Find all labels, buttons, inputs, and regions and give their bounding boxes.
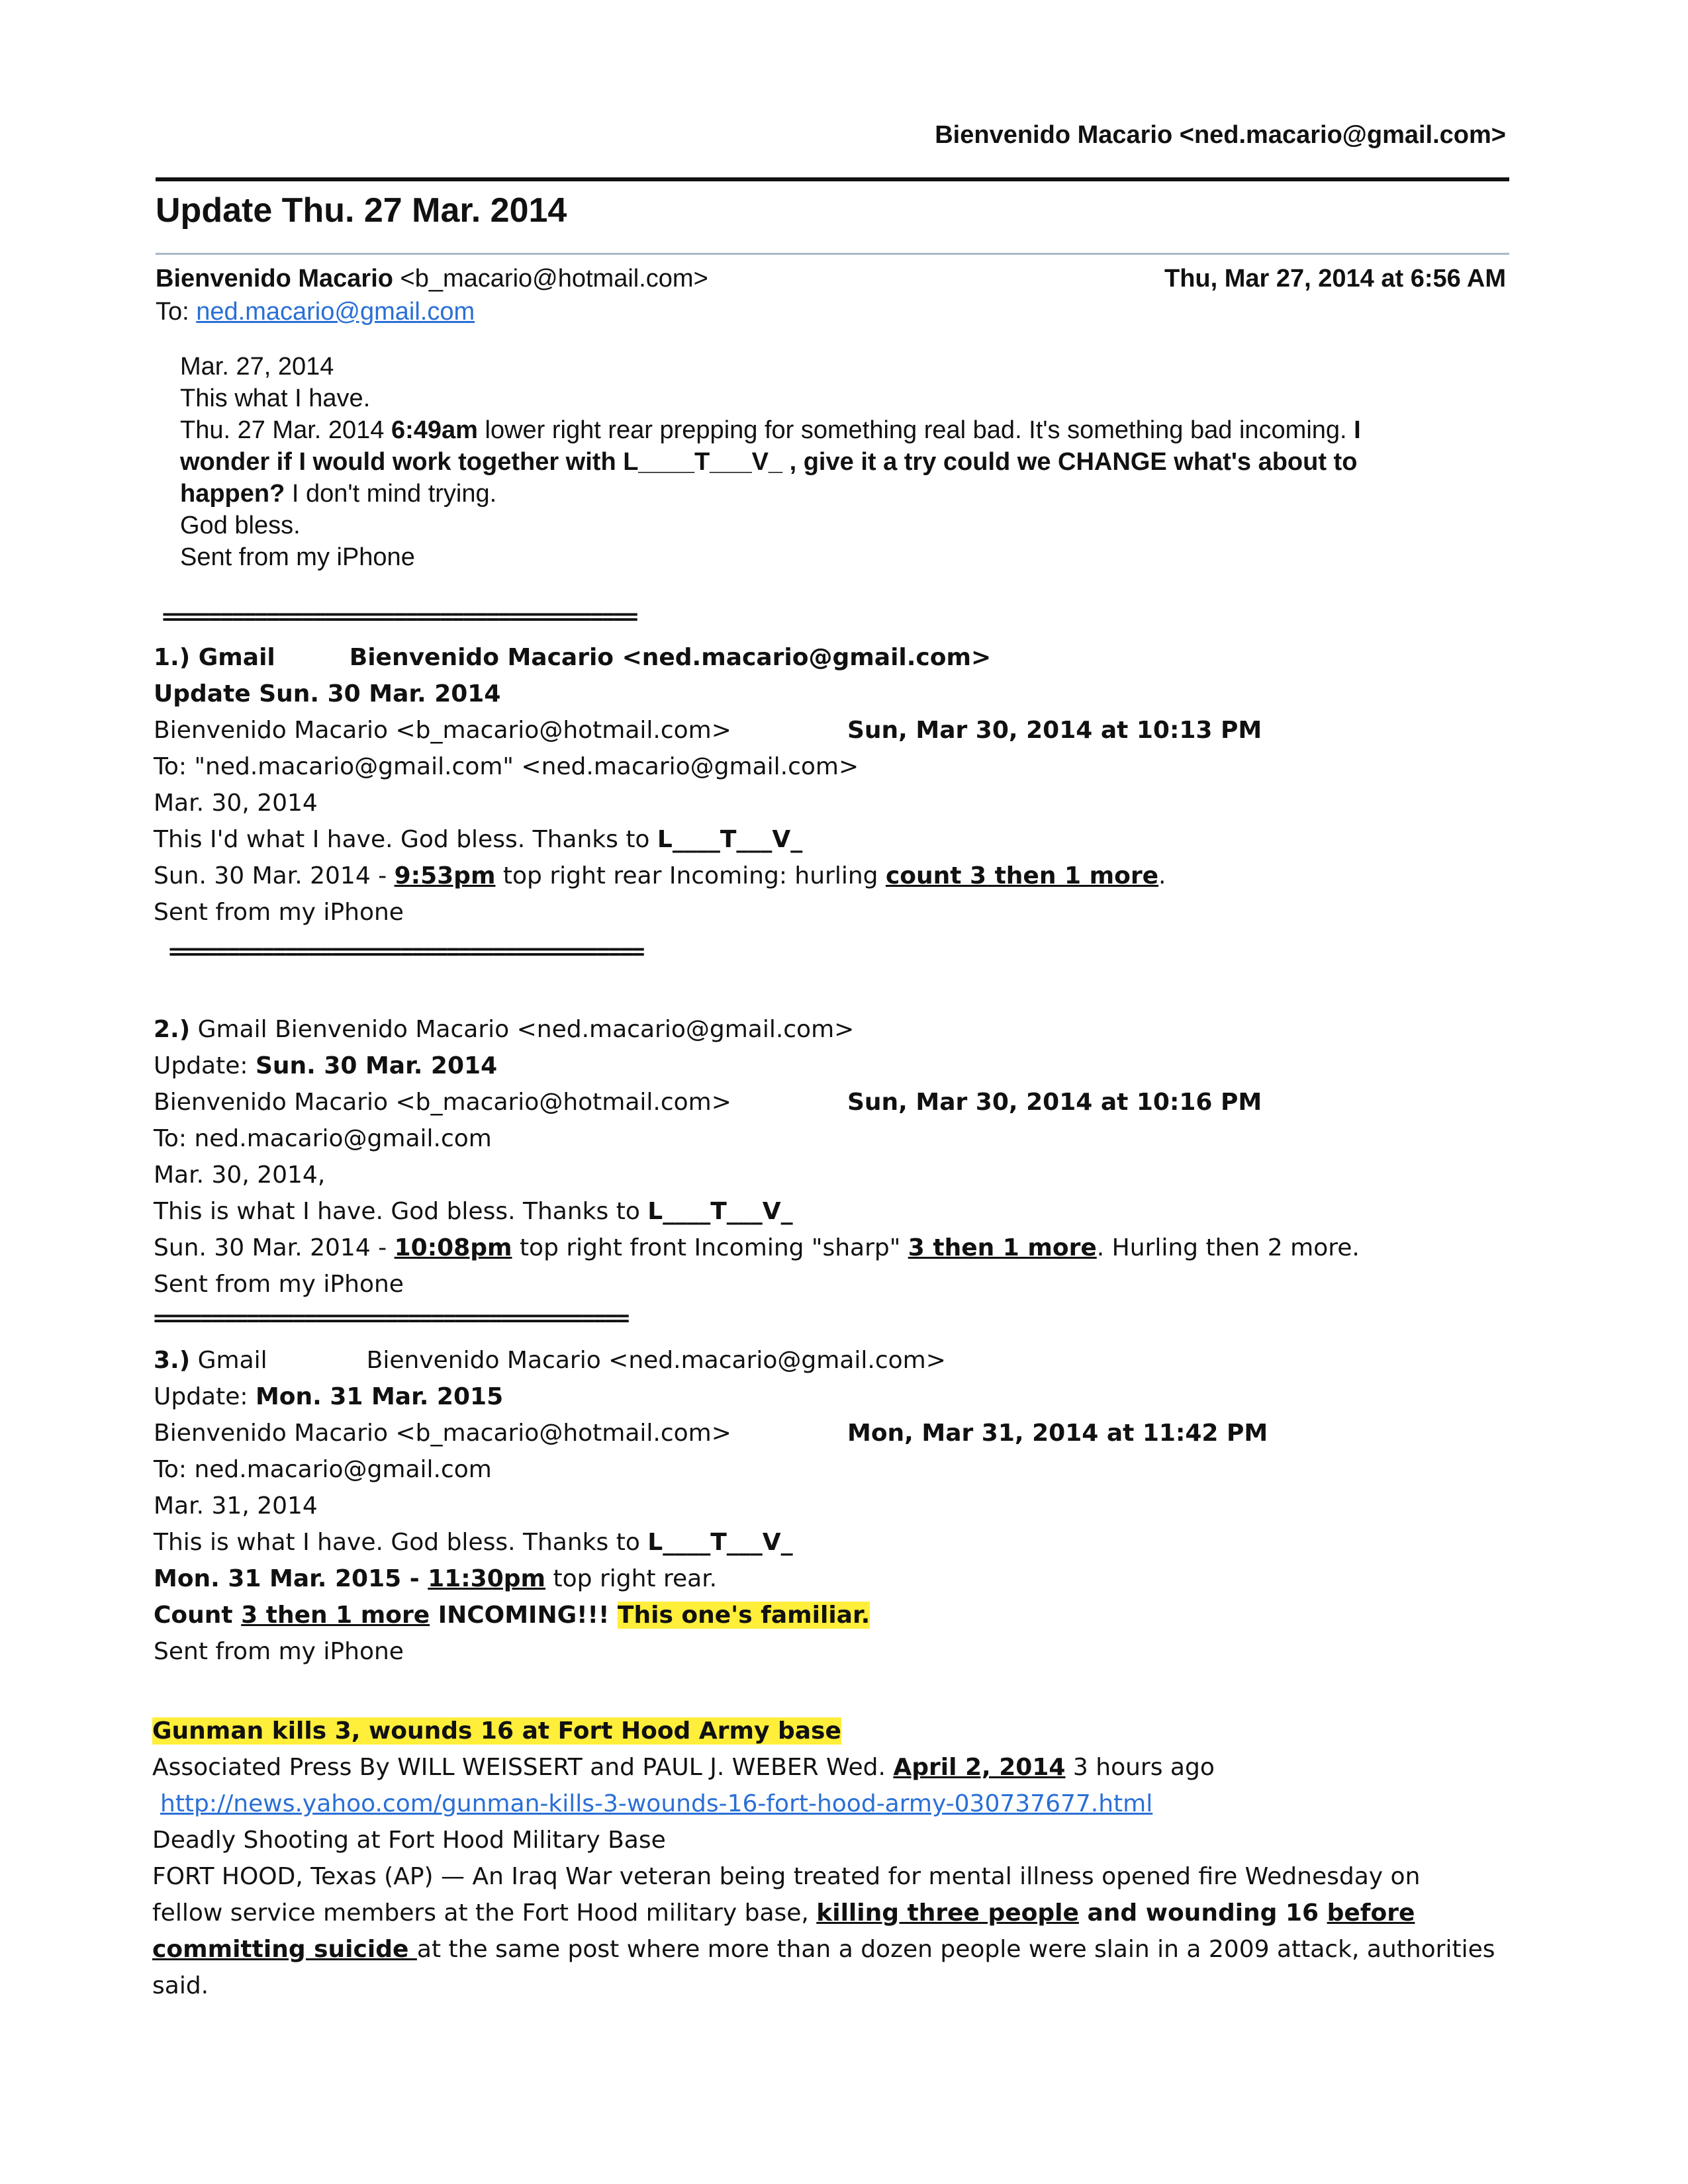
email-subject: Update Thu. 27 Mar. 2014: [156, 191, 567, 230]
from-name: Bienvenido Macario: [156, 265, 393, 293]
entry-date-line: Mar. 30, 2014: [154, 790, 318, 817]
entry-thanks: This is what I have. God bless. Thanks to L____T___V_: [154, 1529, 793, 1556]
body-line: This what I have.: [180, 385, 371, 412]
body-line: Thu. 27 Mar. 2014 6:49am lower right rear prepping for something real bad. It's something bad incoming. I: [180, 416, 1361, 444]
body-line: wonder if I would work together with L____T___V_ , give it a try could we CHANGE what's about to: [180, 448, 1358, 476]
entry-event: Sun. 30 Mar. 2014 - 9:53pm top right rear Incoming: hurling count 3 then 1 more.: [154, 862, 1166, 889]
entry-sent: Sent from my iPhone: [154, 1271, 404, 1298]
article-headline: Gunman kills 3, wounds 16 at Fort Hood Army base: [152, 1717, 841, 1745]
article-text-line: committing suicide at the same post where more than a dozen people were slain in a 2009 attack, authorities: [152, 1936, 1495, 1963]
email-date: Thu, Mar 27, 2014 at 6:56 AM: [1164, 265, 1506, 293]
article-text-line: FORT HOOD, Texas (AP) — An Iraq War veteran being treated for mental illness opened fire Wednesday on: [152, 1863, 1421, 1890]
entry-from: Bienvenido Macario <b_macario@hotmail.com> Sun, Mar 30, 2014 at 10:13 PM: [154, 712, 1530, 749]
entry-count: Count 3 then 1 more INCOMING!!! This one's familiar.: [154, 1602, 870, 1629]
entry-event: Sun. 30 Mar. 2014 - 10:08pm top right front Incoming "sharp" 3 then 1 more. Hurling then 2 more.: [154, 1234, 1360, 1261]
article-url-line: [152, 1786, 1529, 1822]
entry-head: 3.) Gmail Bienvenido Macario <ned.macario@gmail.com>: [154, 1347, 946, 1374]
entry-to: To: ned.macario@gmail.com: [154, 1125, 492, 1152]
article-url-link[interactable]: http://news.yahoo.com/gunman-kills-3-wounds-16-fort-hood-army-030737677.html: [160, 1790, 1153, 1817]
news-article: [152, 1713, 1529, 2004]
entry-sent: Sent from my iPhone: [154, 1638, 404, 1665]
separator: =========================================: [169, 938, 643, 965]
article-byline: Associated Press By WILL WEISSERT and PAUL J. WEBER Wed. April 2, 2014 3 hours ago: [152, 1754, 1215, 1781]
body-line: Sent from my iPhone: [180, 543, 415, 571]
entry-date: Mon, Mar 31, 2014 at 11:42 PM: [847, 1420, 1268, 1447]
article-text-line: fellow service members at the Fort Hood military base, killing three people and wounding 16 before: [152, 1899, 1415, 1927]
entry-date-line: Mar. 31, 2014: [154, 1492, 318, 1520]
entry-from: Bienvenido Macario <b_macario@hotmail.com> Mon, Mar 31, 2014 at 11:42 PM: [154, 1415, 1530, 1451]
article-subhead: Deadly Shooting at Fort Hood Military Base: [152, 1827, 666, 1854]
entry-2: [154, 1011, 1530, 1302]
email-to: [156, 298, 475, 326]
email-body: [180, 351, 1504, 573]
entry-update: Update: Sun. 30 Mar. 2014: [154, 1052, 498, 1079]
header-rule: [156, 177, 1509, 181]
subject-rule: [156, 253, 1509, 255]
entry-sent: Sent from my iPhone: [154, 899, 404, 926]
entry-to: To: ned.macario@gmail.com: [154, 1456, 492, 1483]
entry-to: To: "ned.macario@gmail.com" <ned.macario@gmail.com>: [154, 753, 859, 780]
entry-3: [154, 1342, 1530, 1670]
from-address: <b_macario@hotmail.com>: [400, 265, 708, 293]
body-line: God bless.: [180, 512, 301, 539]
body-line: happen? I don't mind trying.: [180, 480, 497, 508]
entry-date-line: Mar. 30, 2014,: [154, 1161, 326, 1189]
entry-head: 1.) Gmail Bienvenido Macario <ned.macario@gmail.com>: [154, 644, 992, 671]
entry-date: Sun, Mar 30, 2014 at 10:16 PM: [847, 1089, 1262, 1116]
entry-1: [154, 639, 1530, 931]
to-label: To:: [156, 298, 189, 326]
article-text-line: said.: [152, 1972, 209, 1999]
highlight: This one's familiar.: [617, 1602, 870, 1629]
separator: =========================================: [154, 1305, 628, 1332]
entry-date: Sun, Mar 30, 2014 at 10:13 PM: [847, 717, 1262, 744]
entry-thanks: This is what I have. God bless. Thanks to L____T___V_: [154, 1198, 793, 1225]
body-line: Mar. 27, 2014: [180, 353, 334, 381]
entry-thanks: This I'd what I have. God bless. Thanks to L____T___V_: [154, 826, 803, 853]
entry-event: Mon. 31 Mar. 2015 - 11:30pm top right rear.: [154, 1565, 718, 1592]
header-sender: Bienvenido Macario <ned.macario@gmail.com>: [935, 121, 1506, 149]
entry-update: Update: Mon. 31 Mar. 2015: [154, 1383, 504, 1410]
entry-update: Update Sun. 30 Mar. 2014: [154, 680, 501, 707]
separator: =========================================: [162, 604, 637, 630]
entry-head: 2.) Gmail Bienvenido Macario <ned.macario@gmail.com>: [154, 1016, 855, 1043]
to-address-link[interactable]: ned.macario@gmail.com: [196, 298, 475, 326]
email-from: [156, 265, 708, 293]
entry-from: Bienvenido Macario <b_macario@hotmail.com> Sun, Mar 30, 2014 at 10:16 PM: [154, 1084, 1530, 1120]
